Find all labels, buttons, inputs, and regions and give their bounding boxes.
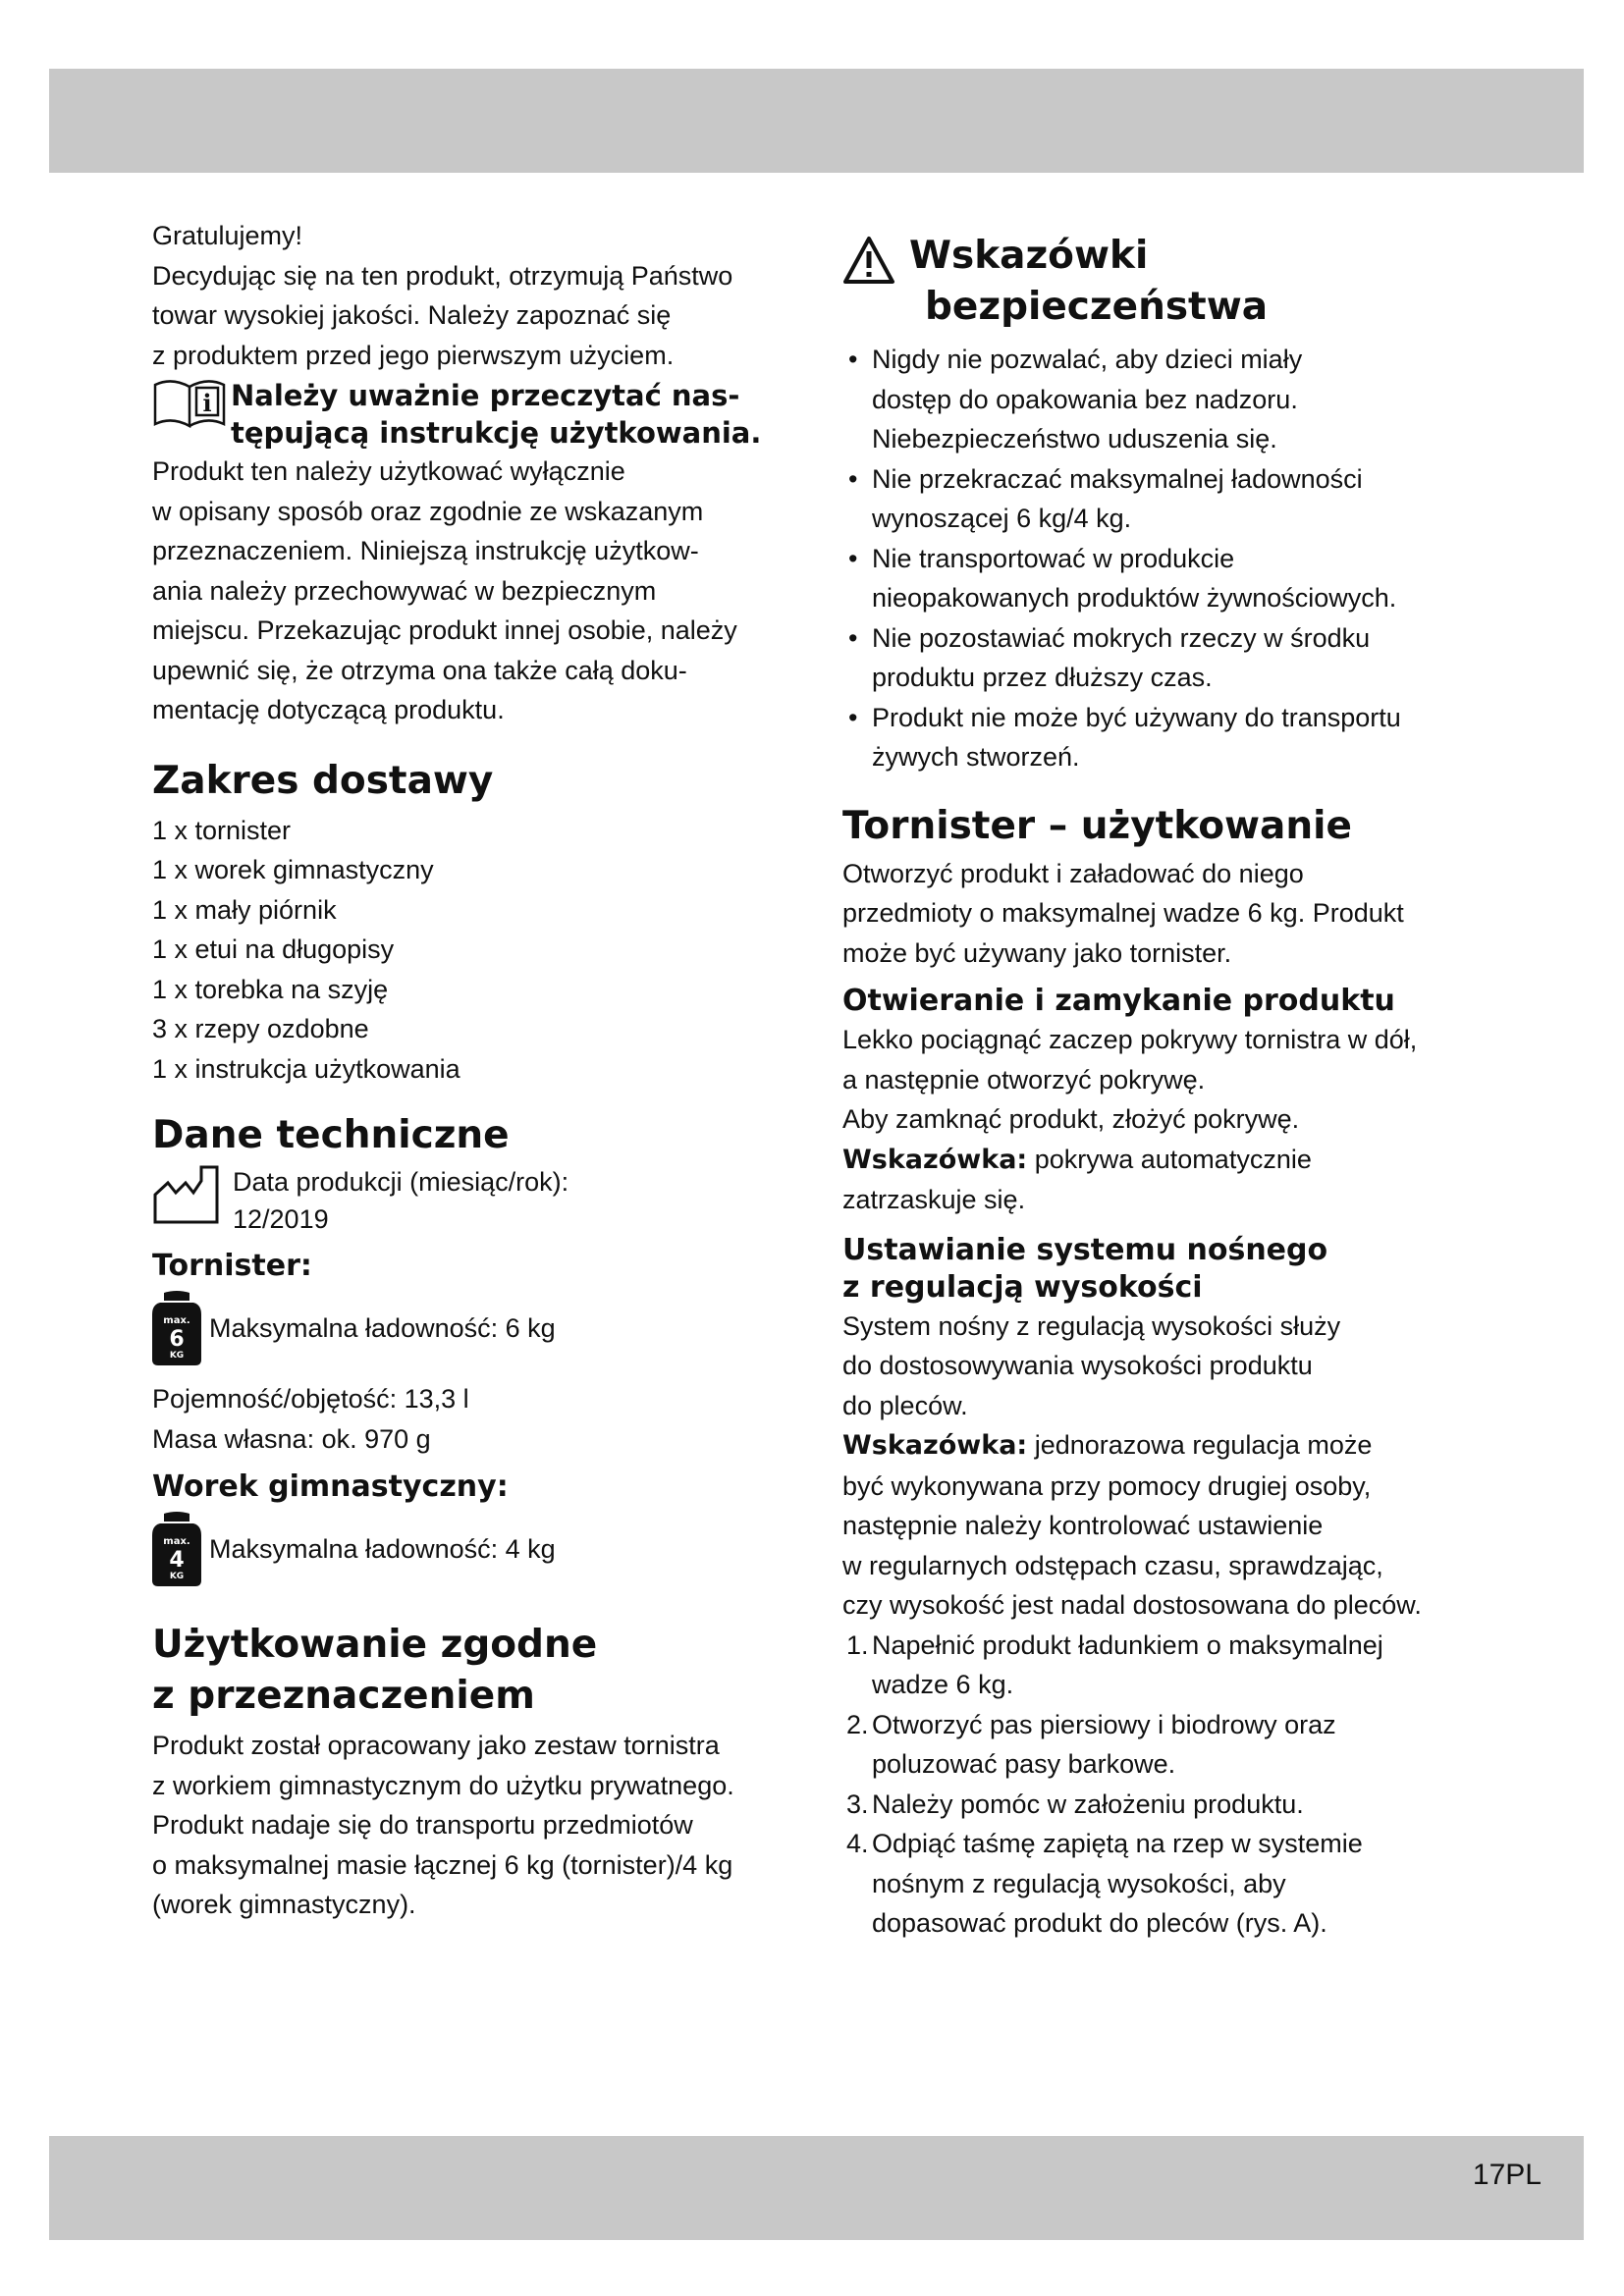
- delivery-item: 1 x etui na długopisy: [152, 934, 395, 964]
- usage-heading: Tornister – użytkowanie: [842, 803, 1352, 848]
- note-1-continued: zatrzaskuje się.: [842, 1185, 1026, 1214]
- delivery-item: 1 x tornister: [152, 815, 292, 845]
- intended-use-heading-2: z przeznaczeniem: [152, 1674, 535, 1718]
- svg-text:6: 6: [169, 1327, 185, 1352]
- adjust-text: System nośny z regulacją wysokości służy do dostosowywania wysokości produktu do pleców.: [842, 1310, 1341, 1420]
- safety-list: [842, 340, 1490, 777]
- note-1: [842, 1140, 1490, 1181]
- page-number: 17PL: [1472, 2159, 1542, 2191]
- safety-item: • Nie pozostawiać mokrych rzeczy w środku produktu przez dłuższy czas.: [842, 618, 1490, 698]
- safety-item: • Nie przekraczać maksymalnej ładowności wynoszącej 6 kg/4 kg.: [842, 459, 1490, 539]
- delivery-item: 1 x instrukcja użytkowania: [152, 1053, 460, 1084]
- svg-text:KG: KG: [169, 1572, 185, 1581]
- note-2-continued: być wykonywana przy pomocy drugiej osoby, następnie należy kontrolować ustawienie w regularnych odstępach czasu, sprawdzając, czy wysokość jest nadal dostosowana do pleców.: [842, 1470, 1422, 1620]
- svg-text:max.: max.: [163, 1536, 190, 1547]
- manual-info-icon: [152, 377, 229, 430]
- tornister-heading: Tornister:: [152, 1249, 312, 1283]
- right-column: [842, 232, 1490, 1944]
- intro-body: Produkt ten należy użytkować wyłącznie w opisany sposób oraz zgodnie ze wskazanym przeznaczeniem. Niniejszą instrukcję użytkow- ania należy przechowywać w bezpiecznym miejscu. Przekazując produkt innej osobie, należy upewnić się, że otrzyma ona także całą doku- mentację dotyczącą produktu.: [152, 456, 737, 724]
- delivery-item: 1 x worek gimnastyczny: [152, 855, 434, 884]
- delivery-item: 3 x rzepy ozdobne: [152, 1014, 369, 1043]
- safety-heading-1: Wskazówki: [909, 234, 1149, 278]
- adjust-heading-2: z regulacją wysokości: [842, 1269, 1203, 1305]
- notice-line-1: Należy uważnie przeczytać nas-: [231, 379, 740, 412]
- step-item: 2. Otworzyć pas piersiowy i biodrowy oraz poluzować pasy barkowe.: [846, 1709, 1336, 1779]
- gym-bag-max-load: Maksymalna ładowność: 4 kg: [209, 1533, 556, 1564]
- safety-item: • Nie transportować w produkcie nieopakowanych produktów żywnościowych.: [842, 539, 1490, 618]
- technical-heading: Dane techniczne: [152, 1113, 510, 1157]
- safety-item: • Nigdy nie pozwalać, aby dzieci miały dostęp do opakowania bez nadzoru. Niebezpieczeństwo uduszenia się.: [842, 340, 1490, 459]
- gym-bag-max-load-row: [152, 1512, 800, 1586]
- weight-6kg-icon: [152, 1291, 201, 1365]
- manufacture-date-icon: [152, 1163, 221, 1232]
- svg-text:4: 4: [169, 1548, 185, 1573]
- step-item: 1. Napełnić produkt ładunkiem o maksymalnej wadze 6 kg.: [846, 1629, 1383, 1699]
- tornister-max-load-row: [152, 1291, 800, 1365]
- delivery-item: 1 x torebka na szyję: [152, 974, 389, 1004]
- safety-heading: [842, 232, 1490, 285]
- production-date-value: 12/2019: [233, 1204, 329, 1234]
- intended-use-heading-1: Użytkowanie zgodne: [152, 1623, 598, 1667]
- capacity: Pojemność/objętość: 13,3 l: [152, 1384, 469, 1414]
- open-close-text: Lekko pociągnąć zaczep pokrywy tornistra w dół, a następnie otworzyć pokrywę. Aby zamknąć produkt, złożyć pokrywę.: [842, 1025, 1418, 1134]
- weight-4kg-icon: [152, 1512, 201, 1586]
- tornister-max-load: Maksymalna ładowność: 6 kg: [209, 1312, 556, 1343]
- production-date-row: [152, 1163, 800, 1238]
- intended-use-text: Produkt został opracowany jako zestaw tornistra z workiem gimnastycznym do użytku prywatnego. Produkt nadaje się do transportu przedmiotów o maksymalnej masie łącznej 6 kg (tornister)/4 kg (worek gimnastyczny).: [152, 1731, 734, 1919]
- gym-bag-heading: Worek gimnastyczny:: [152, 1469, 509, 1504]
- delivery-item: 1 x mały piórnik: [152, 894, 337, 925]
- delivery-list: [152, 811, 800, 1090]
- note-2-text: jednorazowa regulacja może: [1027, 1430, 1373, 1460]
- svg-text:i: i: [202, 389, 212, 417]
- read-instructions-notice: [152, 377, 800, 452]
- note-2: [842, 1425, 1490, 1467]
- warning-triangle-icon: [842, 236, 895, 285]
- svg-text:KG: KG: [169, 1351, 185, 1361]
- own-mass: Masa własna: ok. 970 g: [152, 1423, 431, 1454]
- step-item: 4. Odpiąć taśmę zapiętą na rzep w systemie nośnym z regulacją wysokości, aby dopasować produkt do pleców (rys. A).: [846, 1829, 1363, 1938]
- intro-text: Decydując się na ten produkt, otrzymują Państwo towar wysokiej jakości. Należy zapoznać się z produktem przed jego pierwszym użyciem.: [152, 260, 733, 370]
- left-column: [152, 216, 800, 1925]
- safety-item: • Produkt nie może być używany do transportu żywych stworzeń.: [842, 698, 1490, 777]
- footer-band: [49, 2136, 1584, 2240]
- adjust-heading-1: Ustawianie systemu nośnego: [842, 1232, 1328, 1267]
- note-1-label: Wskazówka:: [842, 1144, 1028, 1175]
- safety-heading-2: bezpieczeństwa: [925, 285, 1269, 329]
- notice-line-2: tępującą instrukcję użytkowania.: [231, 416, 762, 450]
- usage-text: Otworzyć produkt i załadować do niego przedmioty o maksymalnej wadze 6 kg. Produkt może być używany jako tornister.: [842, 858, 1404, 968]
- svg-text:max.: max.: [163, 1315, 190, 1326]
- header-band: [49, 69, 1584, 173]
- delivery-heading: Zakres dostawy: [152, 758, 494, 803]
- open-close-heading: Otwieranie i zamykanie produktu: [842, 984, 1395, 1018]
- step-item: 3. Należy pomóc w założeniu produktu.: [846, 1789, 1304, 1819]
- note-2-label: Wskazówka:: [842, 1430, 1028, 1461]
- adjust-steps: [842, 1626, 1490, 1944]
- production-date-label: Data produkcji (miesiąc/rok):: [233, 1167, 569, 1197]
- greeting: Gratulujemy!: [152, 221, 303, 250]
- note-1-text: pokrywa automatycznie: [1027, 1144, 1312, 1174]
